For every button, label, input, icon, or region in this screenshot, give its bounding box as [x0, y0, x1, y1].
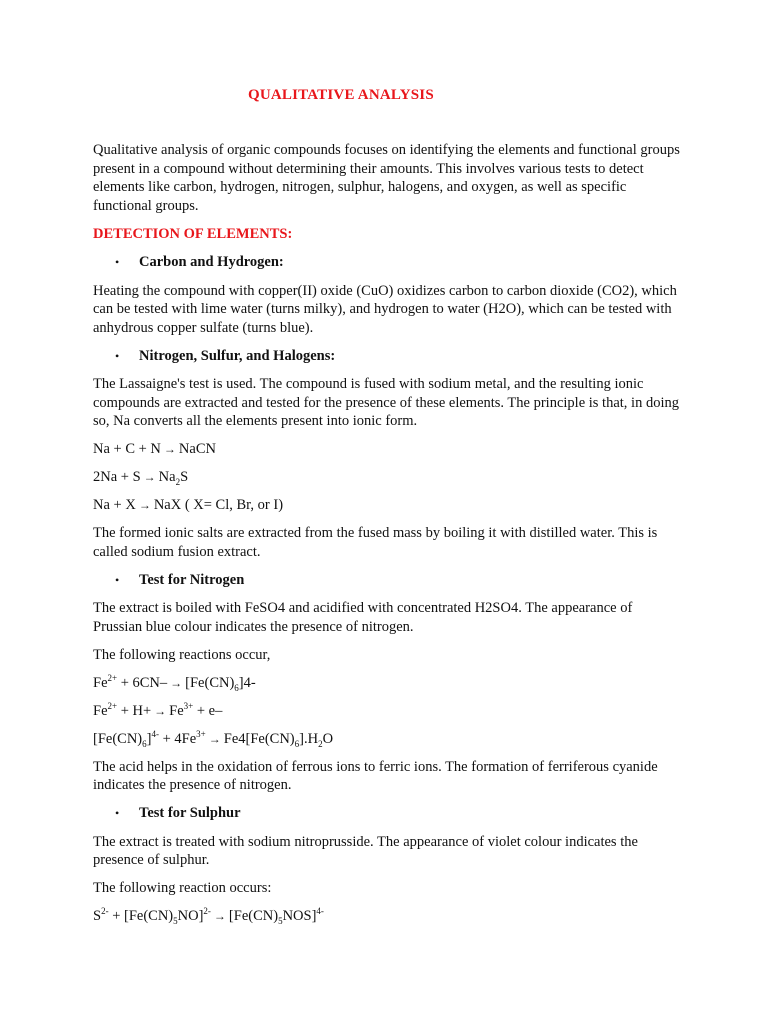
bullet-heading: Nitrogen, Sulfur, and Halogens: — [139, 347, 336, 364]
extract-paragraph: The formed ionic salts are extracted from the fused mass by boiling it with distilled water. This is called sodium fusion extract. — [93, 525, 658, 560]
bullet-heading: Test for Sulphur — [139, 805, 241, 821]
bullet-icon: • — [115, 572, 120, 587]
arrow-icon: → — [154, 703, 167, 718]
equation-nax: Na + X → NaX ( X= Cl, Br, or I) — [93, 497, 284, 513]
page-title: QUALITATIVE ANALYSIS — [248, 87, 434, 103]
equation-na2s: $2Na + S \to Na_2S$ — [93, 469, 189, 487]
arrow-icon: → — [138, 498, 151, 512]
bullet-icon: • — [115, 348, 120, 363]
arrow-icon: → — [213, 909, 226, 923]
bullet-test-sulphur — [93, 804, 683, 823]
equation-nacn: Na + C + N → NaCN — [93, 441, 216, 457]
lassaigne-paragraph: The Lassaigne's test is used. The compound is fused with sodium metal, and the resulting ionic compounds are extracted and tested for the presence of these elements. The principle is that, in doing so, Na converts all the elements present into ionic form. — [93, 376, 679, 429]
document-body — [93, 141, 683, 935]
bullet-carbon-hydrogen — [93, 253, 683, 272]
bullet-heading: Carbon and Hydrogen: — [139, 254, 284, 270]
section-heading: DETECTION OF ELEMENTS: — [93, 225, 293, 242]
nitrogen-paragraph: The extract is boiled with FeSO4 and acidified with concentrated H2SO4. The appearance of Prussian blue colour indicates the presence of nitrogen. — [93, 600, 633, 635]
equation-prussian-blue: $[Fe(CN)_6]^{4-} + 4Fe^{3+} \to Fe4[Fe(CN)_6].H_2O$ — [93, 728, 334, 749]
bullet-nitrogen-sulfur-halogens — [93, 347, 683, 366]
bullet-test-nitrogen — [93, 571, 683, 590]
arrow-icon: → — [163, 442, 176, 456]
equation-fe-oxidation: $Fe^{2+} + H+ \to Fe^{3+} + e-$ — [93, 700, 223, 719]
arrow-icon: → — [170, 675, 183, 690]
sulphur-reaction-intro: The following reaction occurs: — [93, 880, 272, 896]
reactions-intro: The following reactions occur, — [93, 646, 271, 663]
bullet-heading: Test for Nitrogen — [139, 571, 245, 588]
equation-fe-cn: $Fe^{2+} + 6CN- \to [Fe(CN)_6]4-$ — [93, 672, 256, 693]
sulphur-paragraph: The extract is treated with sodium nitroprusside. The appearance of violet colour indicates the presence of sulphur. — [93, 833, 638, 868]
arrow-icon: → — [208, 731, 221, 746]
bullet-icon: • — [115, 806, 120, 820]
arrow-icon: → — [143, 470, 156, 484]
intro-paragraph: Qualitative analysis of organic compounds focuses on identifying the elements and functional groups present in a compound without determining their amounts. This involves various tests to detect elements like carbon, hydrogen, nitrogen, sulphur, halogens, and oxygen, as well as specific functional groups. — [93, 142, 680, 214]
carbon-paragraph: Heating the compound with copper(II) oxide (CuO) oxidizes carbon to carbon dioxide (CO2), which can be tested with lime water (turns milky), and hydrogen to water (H2O), which can be tested with anhydrous copper sulfate (turns blue). — [93, 282, 677, 336]
nitrogen-conclusion: The acid helps in the oxidation of ferrous ions to ferric ions. The formation of ferriferous cyanide indicates the presence of nitrogen. — [93, 758, 658, 793]
bullet-icon: • — [115, 255, 120, 269]
equation-nitroprusside: $S^{2-} + [Fe(CN)_5NO]^{2-} \to [Fe(CN)_5NOS]^{4-}$ — [93, 906, 324, 926]
